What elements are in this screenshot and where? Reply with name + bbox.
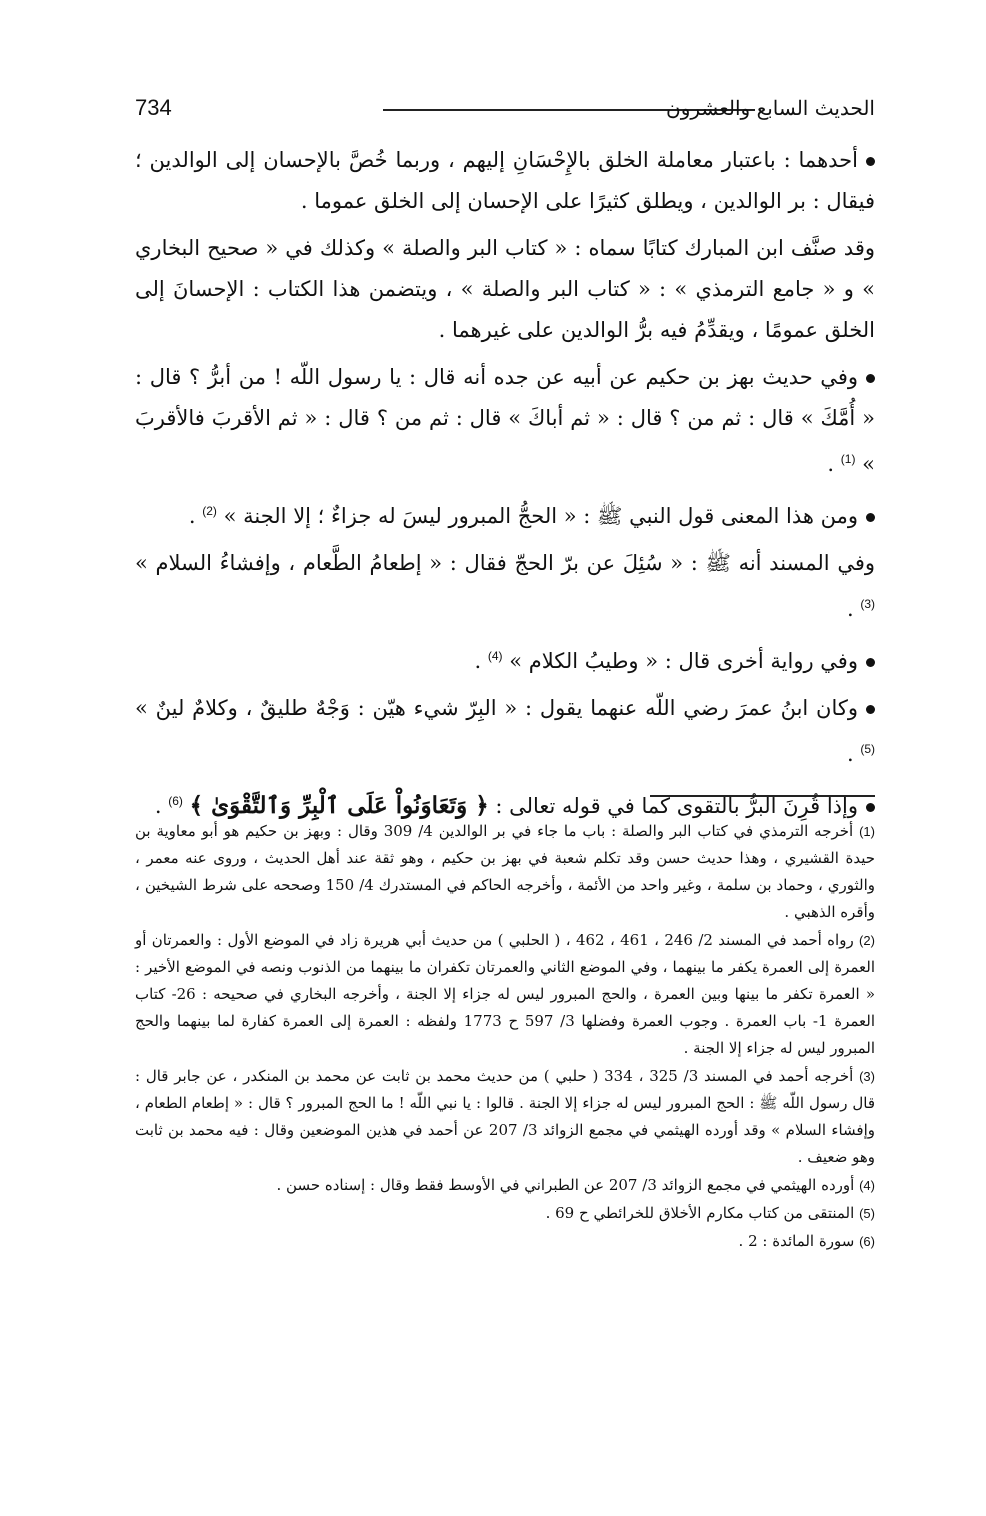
paragraph-2: وقد صنَّف ابن المبارك كتابًا سماه : « كتاب البر والصلة » وكذلك في « صحيح البخاري » و « جامع الترمذي » : « كتاب البر والصلة » ، ويتضمن هذا الكتاب : الإحسانَ إلى الخلق عمومًا ، ويقدِّمُ فيه برُّ الوالدين على غيرهما .: [135, 236, 875, 342]
paragraph-4: ومن هذا المعنى قول النبي ﷺ : « الحجُّ المبرور ليسَ له جزاءٌ ؛ إلا الجنة » $^{(2)}$ .: [135, 491, 875, 537]
running-header: [135, 90, 875, 130]
paragraph-6: وفي رواية أخرى قال : « وطيبُ الكلام » $^{(4)}$ .: [135, 636, 875, 682]
main-text: [135, 140, 875, 833]
bullet-icon: [866, 803, 875, 812]
footnote-ref[interactable]: (2): [202, 504, 217, 518]
footnote-ref[interactable]: (6): [168, 794, 183, 808]
paragraph-7: وكان ابنُ عمرَ رضي اللّه عنهما يقول : « البِرّ شيء هيّن : وَجْهٌ طليقٌ ، وكلامٌ لينٌ » $^{(5)}$ .: [135, 696, 875, 766]
footnote-3: (3) أخرجه أحمد في المسند 3/ 325 ، 334 ( حلبي ) من حديث محمد بن ثابت عن محمد بن المنكدر ، عن جابر قال : قال رسول اللّه ﷺ : الحج المبرور ليس له جزاء إلا الجنة . قالوا : يا نبي اللّه ! ما الحج المبرور ؟ قال : « إطعام الطعام ، وإفشاء السلام » وقد أورده الهيثمي في مجمع الزوائد 3/ 207 عن أحمد في هذين الموضعين وقال : فيه محمد بن ثابت وهو ضعيف .: [135, 1067, 876, 1166]
footnote-4: (4) أورده الهيثمي في مجمع الزوائد 3/ 207 عن الطبراني في الأوسط فقط وقال : إسناده حسن .: [276, 1176, 875, 1194]
page-number: 734: [135, 95, 172, 120]
paragraph-1: أحدهما : باعتبار معاملة الخلق بالإِحْسَانِ إليهم ، وربما خُصَّ بالإحسان إلى الوالدين ؛ فيقال : بر الوالدين ، ويطلق كثيرًا على الإحسان إلى الخلق عموما .: [135, 148, 875, 213]
bullet-icon: [866, 705, 875, 714]
quran-verse: ﴿ وَتَعَاوَنُواْ عَلَى ٱلْبِرِّ وَٱلتَّقْوَىٰ ﴾: [189, 792, 489, 819]
footnotes: [135, 818, 875, 1256]
bullet-icon: [866, 658, 875, 667]
footnote-separator: [650, 795, 875, 797]
footnote-6: (6) سورة المائدة : 2 .: [738, 1232, 875, 1250]
paragraph-3: وفي حديث بهز بن حكيم عن أبيه عن جده أنه قال : يا رسول اللّه ! من أبرُّ ؟ قال : « أُمَّكَ » قال : ثم من ؟ قال : « ثم أباكَ » قال : ثم من ؟ قال : « ثم الأقربَ فالأقربَ » $^{(1)}$ .: [135, 365, 875, 476]
footnote-2: (2) رواه أحمد في المسند 2/ 246 ، 461 ، 462 ، ( الحلبي ) من حديث أبي هريرة زاد في الموضع الأول : والعمرتان أو العمرة إلى العمرة يكفر ما بينهما ، وفي الموضع الثاني والعمرتان تكفران ما بينهما من الذنوب ونصه في الموضع الأخير : « العمرة تكفر ما بينها وبين العمرة ، والحج المبرور ليس له جزاء إلا الجنة ، وأخرجه البخاري في صحيحه : 26- كتاب العمرة 1- باب العمرة . وجوب العمرة وفضلها 3/ 597 ح 1773 ولفظه : العمرة إلى العمرة كفارة لما بينهما والحج المبرور ليس له جزاء إلا الجنة .: [135, 931, 875, 1057]
paragraph-8: وإذا قُرِنَ البرُّ بالتقوى كما في قوله تعالى : ﴿ وَتَعَاوَنُواْ عَلَى ٱلْبِرِّ وَٱلتَّقْوَىٰ ﴾ $^{(6)}$ .: [135, 781, 875, 827]
running-title: الحديث السابع والعشرون: [666, 96, 875, 120]
footnote-ref[interactable]: (3): [860, 597, 875, 611]
bullet-icon: [866, 513, 875, 522]
bullet-icon: [866, 157, 875, 166]
bullet-icon: [866, 374, 875, 383]
footnote-ref[interactable]: (5): [860, 742, 875, 756]
footnote-1: (1) أخرجه الترمذي في كتاب البر والصلة : باب ما جاء في بر الوالدين 4/ 309 وقال : وبهز بن حكيم هو أبو معاوية بن حيدة القشيري ، وهذا حديث حسن وقد تكلم شعبة في بهز بن حكيم ، وهو ثقة عند أهل الحديث ، وروى عنه معمر ، والثوري ، وحماد بن سلمة ، وغير واحد من الأئمة ، وأخرجه الحاكم في المستدرك 4/ 150 وصححه على شرط الشيخين ، وأقره الذهبي .: [135, 822, 876, 921]
paragraph-5: وفي المسند أنه ﷺ : « سُئِلَ عن برّ الحجّ فقال : « إطعامُ الطَّعام ، وإفشاءُ السلام » $^{(3)}$ .: [135, 551, 875, 621]
footnote-5: (5) المنتقى من كتاب مكارم الأخلاق للخرائطي ح 69 .: [545, 1204, 875, 1222]
footnote-ref[interactable]: (1): [840, 452, 856, 466]
footnote-ref[interactable]: (4): [487, 649, 503, 663]
